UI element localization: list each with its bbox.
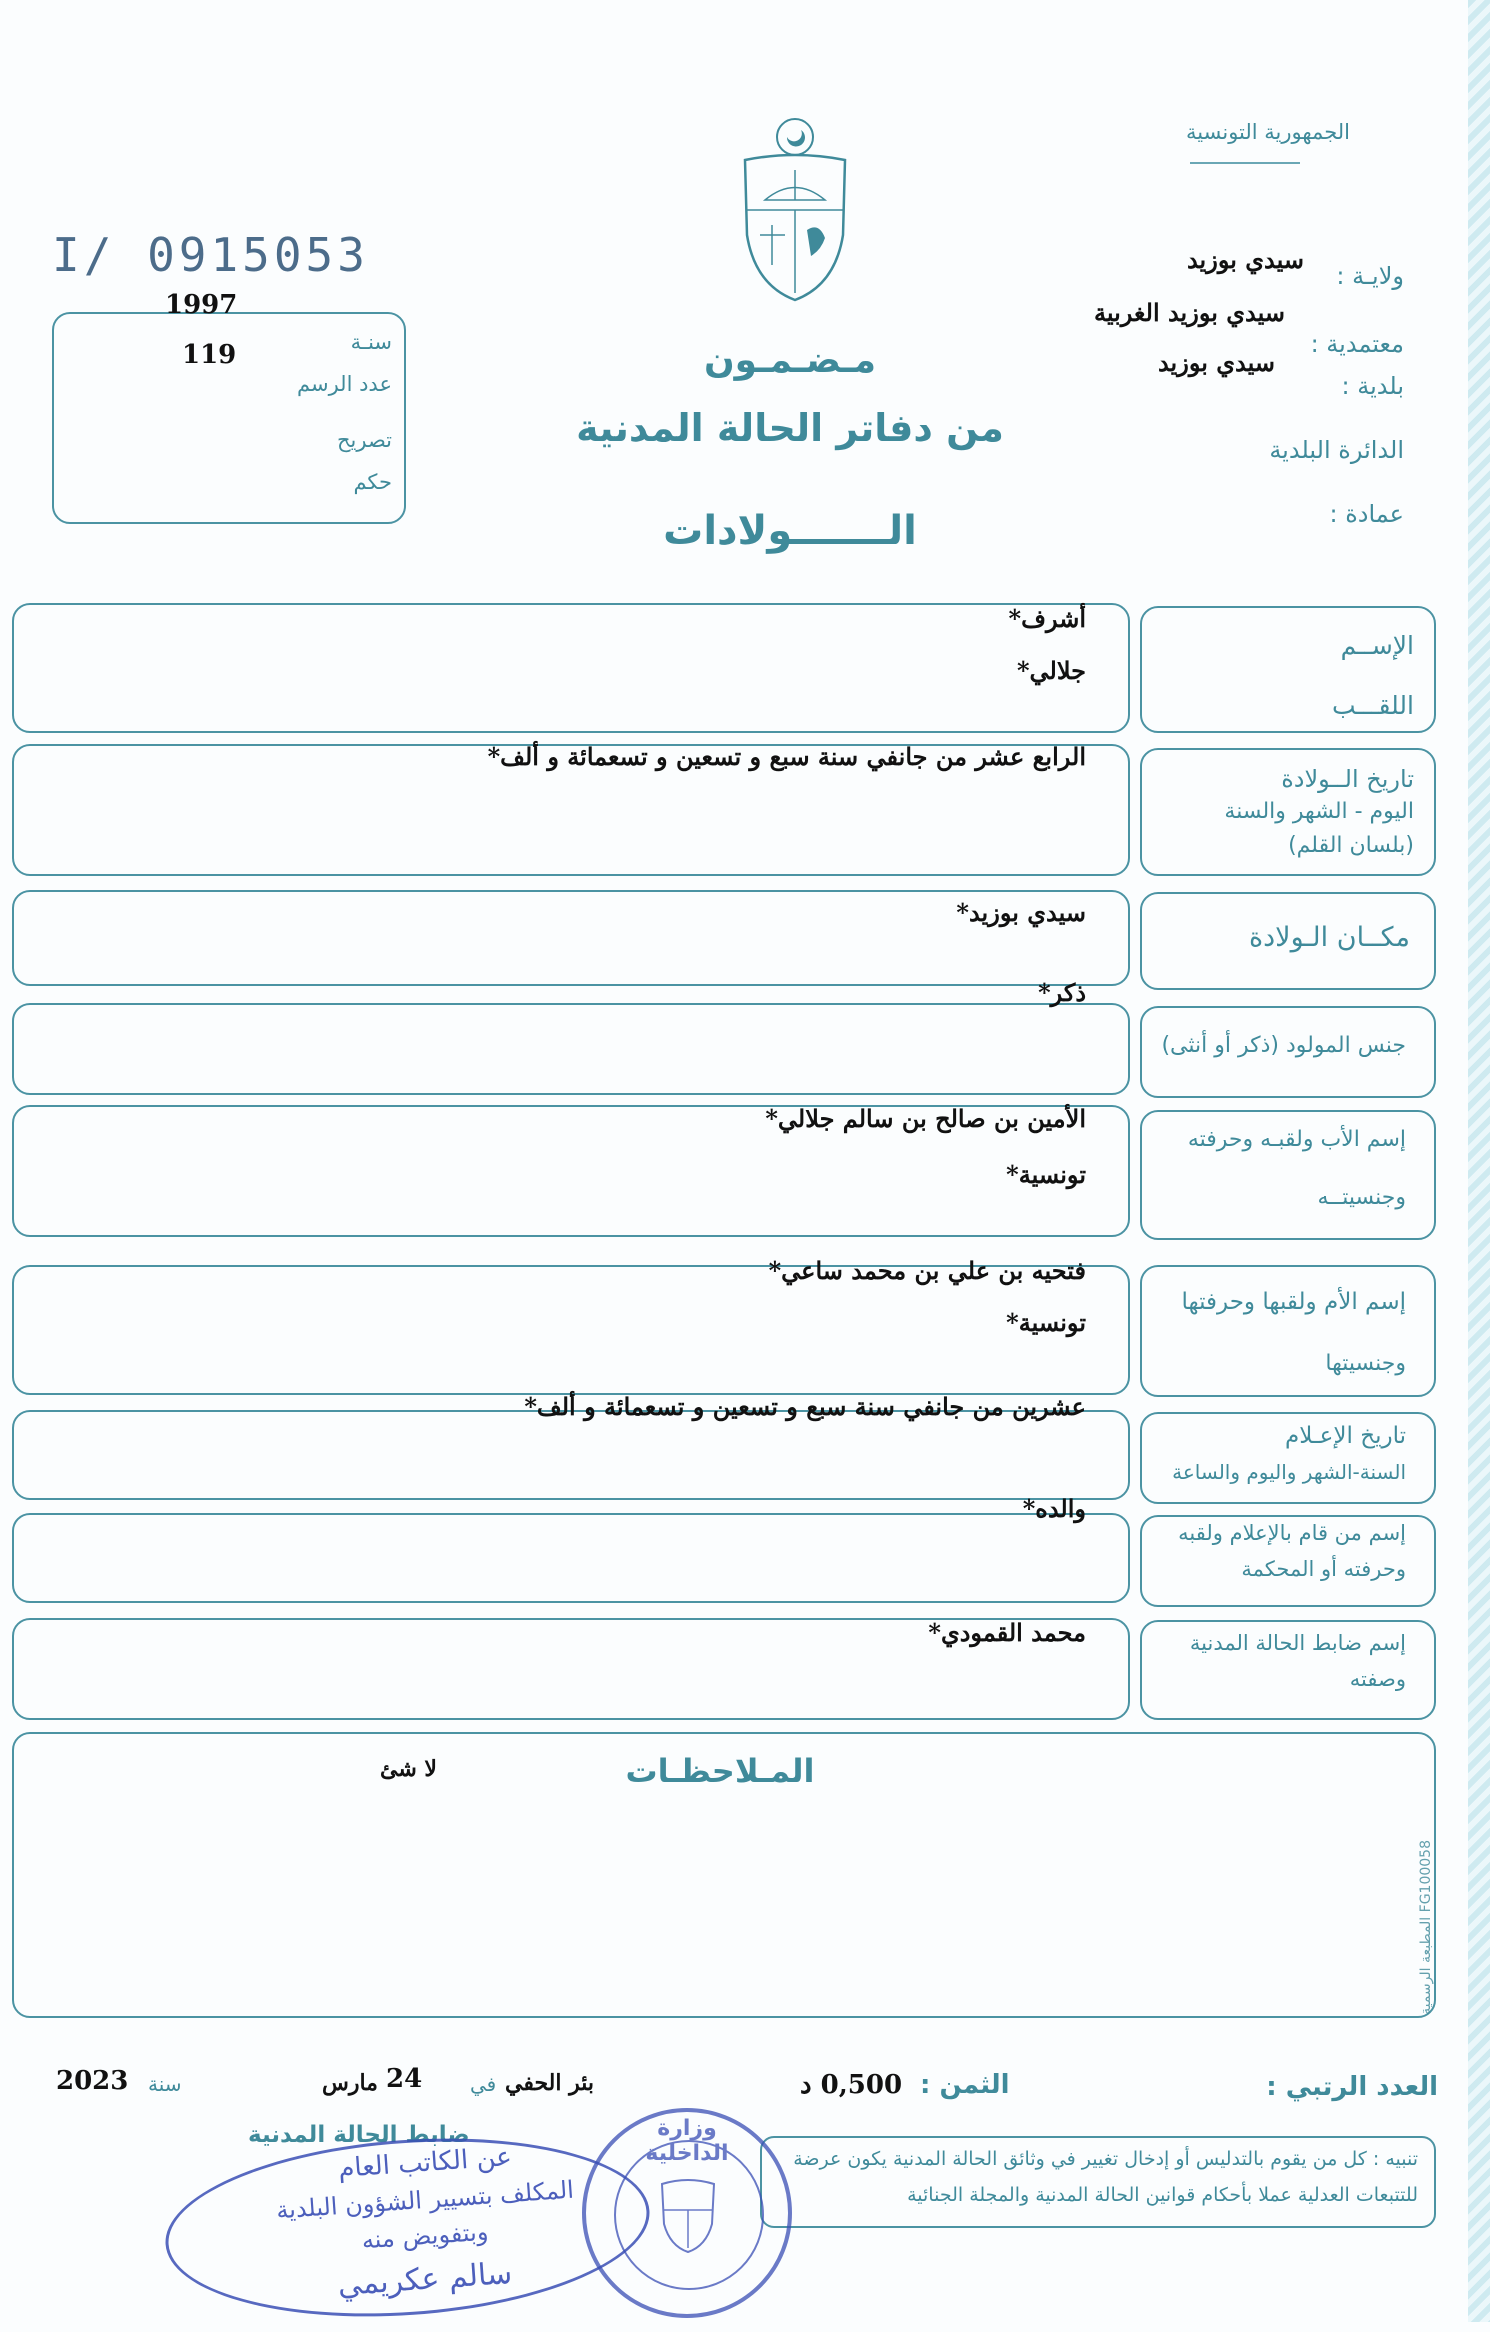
declarant-value: والده* bbox=[1022, 1494, 1086, 1523]
mother-label: إسم الأم ولقبها وحرفتها bbox=[1181, 1289, 1406, 1315]
registration-number-value: 119 bbox=[182, 340, 237, 370]
officer-label: إسم ضابط الحالة المدنية bbox=[1189, 1631, 1406, 1655]
declaration-date-sublabel: السنة-الشهر واليوم والساعة bbox=[1172, 1460, 1406, 1484]
notes-label: المـلاحظـات bbox=[625, 1752, 815, 1790]
wilaya-label: ولايـة : bbox=[1336, 262, 1404, 290]
issue-place: بئر الحفي bbox=[505, 2070, 595, 2096]
officer-value: محمد القمودي* bbox=[928, 1618, 1086, 1647]
round-seal-text: وزارة الداخلية bbox=[645, 2116, 729, 2166]
mother-nationality-value: تونسية* bbox=[1006, 1308, 1086, 1337]
coat-of-arms-icon bbox=[735, 115, 855, 305]
father-nationality-value: تونسية* bbox=[1006, 1160, 1086, 1189]
in-label: في bbox=[470, 2072, 497, 2096]
stamp-line-2: المكلف بتسيير الشؤون البلدية bbox=[275, 2175, 575, 2225]
father-label: إسم الأب ولقبـه وحرفته bbox=[1187, 1127, 1406, 1152]
price-value: 0,500 د bbox=[800, 2070, 903, 2100]
stamp-line-1: عن الكاتب العام bbox=[337, 2141, 513, 2185]
birth-place-value: سيدي بوزيد* bbox=[956, 898, 1086, 927]
father-value: الأمين بن صالح بن سالم جلالي* bbox=[765, 1104, 1086, 1133]
last-name-value: جلالي* bbox=[1016, 656, 1086, 685]
price-label: الثمن : bbox=[920, 2070, 1010, 2100]
daira-label: الدائرة البلدية bbox=[1269, 436, 1404, 464]
declaration-date-value: عشرين من جانفي سنة سبع و تسعين و تسعمائة و ألف* bbox=[524, 1392, 1086, 1421]
registration-year-label: سنـة bbox=[350, 330, 392, 354]
first-name-value: أشرف* bbox=[1008, 604, 1086, 633]
sex-value-box bbox=[12, 1003, 1130, 1095]
declarant-label: إسم من قام بالإعلام ولقبه bbox=[1178, 1521, 1406, 1545]
notes-value: لا شئ bbox=[380, 1756, 437, 1782]
motamadia-value: سيدي بوزيد الغربية bbox=[1094, 298, 1285, 327]
mother-sublabel: وجنسيتها bbox=[1325, 1351, 1406, 1376]
title-line-2: من دفاتر الحالة المدنية bbox=[576, 406, 1004, 450]
year-label: سنة bbox=[148, 2072, 182, 2096]
round-seal bbox=[582, 2108, 792, 2318]
seal-emblem-icon bbox=[656, 2174, 720, 2254]
registration-number-label: عدد الرسم bbox=[297, 372, 392, 396]
title-line-3: الـــــــولادات bbox=[663, 508, 917, 554]
birth-date-sublabel: اليوم - الشهر والسنة bbox=[1224, 799, 1414, 824]
first-name-label: الإســم bbox=[1340, 631, 1414, 660]
serial-order-label: العدد الرتبي : bbox=[1266, 2072, 1438, 2102]
name-value-box bbox=[12, 603, 1130, 733]
mother-value: فتحيه بن علي بن محمد ساعي* bbox=[768, 1256, 1086, 1285]
judgment-label: حكم bbox=[353, 470, 392, 494]
birth-date-value: الرابع عشر من جانفي سنة سبع و تسعين و تسعمائة و ألف* bbox=[487, 742, 1086, 771]
declaration-date-value-box bbox=[12, 1410, 1130, 1500]
warning-line-2: للتتبعات العدلية عملا بأحكام قوانين الحالة المدنية والمجلة الجنائية bbox=[907, 2184, 1418, 2206]
printer-mark: المطبعة الرسمية FG100058 bbox=[1418, 1840, 1434, 2015]
stamp-line-3: وبتفويض منه bbox=[360, 2217, 490, 2255]
warning-line-1: تنبيه : كل من يقوم بالتدليس أو إدخال تغيير في وثائق الحالة المدنية يكون عرضة bbox=[793, 2148, 1418, 2170]
issue-month: مارس bbox=[322, 2070, 378, 2096]
declarant-sublabel: وحرفته أو المحكمة bbox=[1241, 1557, 1406, 1581]
declaration-date-label: تاريخ الإعـلام bbox=[1284, 1423, 1406, 1449]
father-sublabel: وجنسيتــه bbox=[1317, 1185, 1406, 1210]
republic-label: الجمهورية التونسية bbox=[1186, 120, 1350, 144]
declarant-value-box bbox=[12, 1513, 1130, 1603]
wilaya-value: سيدي بوزيد bbox=[1186, 245, 1304, 274]
security-edge bbox=[1468, 0, 1490, 2322]
birth-date-note-label: (بلسان القلم) bbox=[1288, 833, 1414, 858]
officer-signature-label: ضابط الحالة المدنية bbox=[248, 2122, 470, 2148]
issue-day: 24 bbox=[386, 2064, 423, 2094]
baladia-value: سيدي بوزيد bbox=[1157, 348, 1275, 377]
last-name-label: اللقـــب bbox=[1331, 691, 1414, 720]
birth-date-label: تاريخ الــولادة bbox=[1281, 765, 1414, 793]
officer-sublabel: وصفته bbox=[1349, 1667, 1406, 1691]
header-divider bbox=[1190, 162, 1300, 164]
sex-label: جنس المولود (ذكر أو أنثى) bbox=[1161, 1033, 1406, 1058]
title-line-1: مـضـمـون bbox=[703, 340, 877, 381]
registration-year-value: 1997 bbox=[165, 290, 238, 320]
sex-value: ذكر* bbox=[1038, 978, 1086, 1007]
stamp-line-4: سالم عكريمي bbox=[336, 2255, 514, 2304]
document-serial: I/ 0915053 bbox=[52, 228, 369, 282]
declaration-label: تصريح bbox=[336, 428, 392, 452]
motamadia-label: معتمدية : bbox=[1310, 330, 1404, 358]
birth-place-label: مكــان الـولادة bbox=[1249, 922, 1410, 953]
omada-label: عمادة : bbox=[1329, 500, 1404, 528]
baladia-label: بلدية : bbox=[1341, 372, 1404, 400]
issue-year: 2023 bbox=[56, 2066, 129, 2096]
